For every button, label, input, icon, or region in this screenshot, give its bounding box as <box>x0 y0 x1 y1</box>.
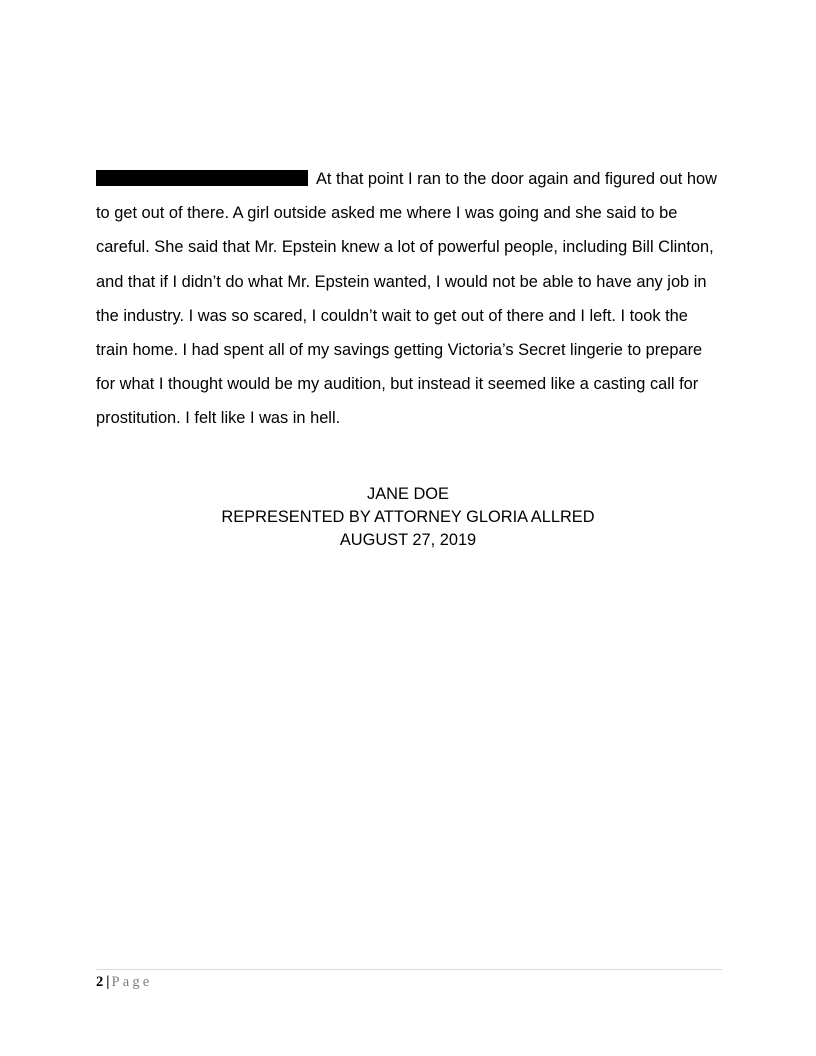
page-label: Page <box>111 974 153 990</box>
signatory-name: JANE DOE <box>367 485 449 503</box>
redaction-bar <box>96 170 308 186</box>
page-number: 2 <box>96 974 104 990</box>
signature-block <box>96 483 720 553</box>
statement-date: AUGUST 27, 2019 <box>339 531 477 550</box>
statement-text: At that point I ran to the door again and figured out how to get out of there. A girl outside asked me where I was going and she said to be careful. She said that Mr. Epstein knew a lot of powerful people, including Bill Clinton, and that if I didn’t do what Mr. Epstein wanted, I would not be able to have any job in the industry. I was so scared, I couldn’t wait to get out of there and I left. I took the train home. I had spent all of my savings getting Victoria’s Secret lingerie to prepare for what I thought would be my audition, but instead it seemed like a casting call for prostitution. I felt like I was in hell. <box>96 170 717 428</box>
page-footer <box>96 972 152 992</box>
representation-line: REPRESENTED BY ATTORNEY GLORIA ALLRED <box>221 508 595 527</box>
statement-paragraph <box>96 162 720 436</box>
footer-separator: | <box>106 974 110 990</box>
footer-divider <box>96 969 722 970</box>
